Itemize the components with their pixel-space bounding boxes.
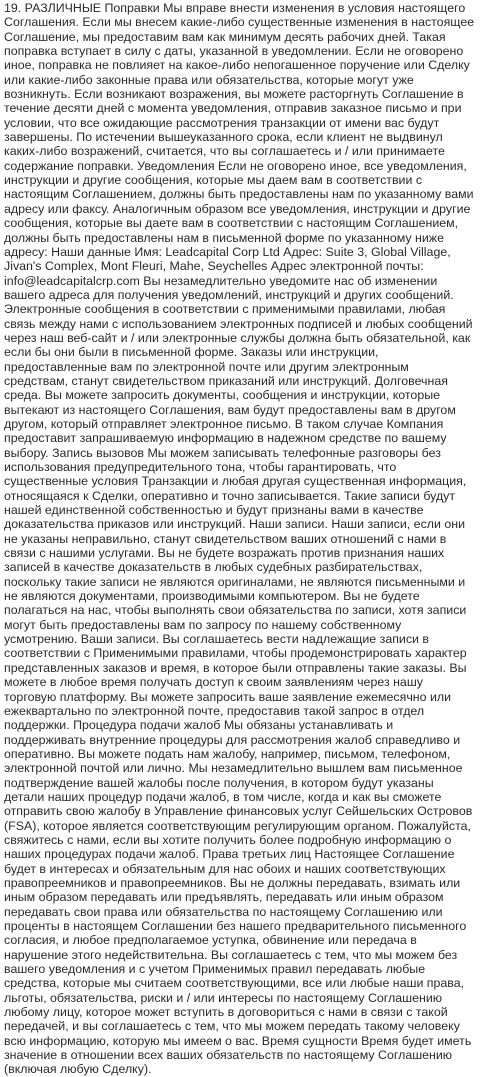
agreement-section-19-text: 19. РАЗЛИЧНЫЕ Поправки Мы вправе внести изменения в условия настоящего Соглашения. Если мы внесем какие-либо существенные изменения в настоящее Соглашение, мы предоставим вам как минимум десять рабочих дней. Такая поправка вступает в силу с даты, указанной в уведомлении. Если не оговорено иное, поправка не повлияет на какое-либо непогашенное поручение или Сделку или какие-либо законные права или обязательства, которые могут уже возникнуть. Если возникают возражения, вы можете расторгнуть Соглашение в течение десяти дней с момента уведомления, отправив заказное письмо и при условии, что все ожидающие рассмотрения транзакции от имени вас будут завершены. По истечении вышеуказанного срока, если клиент не выдвинул каких-либо возражений, считается, что вы соглашаетесь и / или принимаете содержание поправки. Уведомления Если не оговорено иное, все уведомления, инструкции и другие сообщения, которые мы даем вам в соответствии с настоящим Соглашением, должны быть предоставлены нам по указанному вами адресу или факсу. Аналогичным образом все уведомления, инструкции и другие сообщения, которые вы даете вам в соответствии с настоящим Соглашением, должны быть предоставлены нам в письменной форме по указанному ниже адресу: Наши данные Имя: Leadcapital Corp Ltd Адрес: Suite 3, Global Village, Jivan's Complex, Mont Fleuri, Mahe, Seychelles Адрес электронной почты: info@leadcapitalcrp.com Вы незамедлительно уведомите нас об изменении вашего адреса для получения уведомлений, инструкций и других сообщений. Электронные сообщения в соответствии с применимыми правилами, любая связь между нами с использованием электронных подписей и любых сообщений через наш веб-сайт и / или электронные службы должна быть обязательной, как если бы они были в письменной форме. Заказы или инструкции, предоставленные вам по электронной почте или другим электронным средствам, станут свидетельством приказаний или инструкций. Долговечная среда. Вы можете запросить документы, сообщения и инструкции, которые вытекают из настоящего Соглашения, вам будут предоставлены вам в другом другом, который отправляет электронное письмо. В таком случае Компания предоставит запрашиваемую информацию в надежном средстве по вашему выбору. Запись вызовов Мы можем записывать телефонные разговоры без использования предупредительного тона, чтобы гарантировать, что существенные условия Транзакции и любая другая существенная информация, относящаяся к Сделки, оперативно и точно записывается. Такие записи будут нашей единственной собственностью и будут признаны вами в качестве доказательства приказов или инструкций. Наши записи. Наши записи, если они не указаны неправильно, станут свидетельством ваших отношений с нами в связи с нашими услугами. Вы не будете возражать против признания наших записей в качестве доказательств в любых судебных разбирательствах, поскольку такие записи не являются оригиналами, не являются письменными и не являются документами, производимыми компьютером. Вы не будете полагаться на нас, чтобы выполнять свои обязательства по записи, хотя записи могут быть предоставлены вам по запросу по нашему собственному усмотрению. Ваши записи. Вы соглашаетесь вести надлежащие записи в соответствии с Применимыми правилами, чтобы продемонстрировать характер представленных заказов и время, в которое были отправлены такие заказы. Вы можете в любое время получать доступ к своим заявлениям через нашу торговую платформу. Вы можете запросить ваше заявление ежемесячно или ежеквартально по электронной почте, предоставив такой запрос в отдел поддержки. Процедура подачи жалоб Мы обязаны устанавливать и поддерживать внутренние процедуры для рассмотрения жалоб справедливо и оперативно. Вы можете подать нам жалобу, например, письмом, телефоном, электронной почтой или лично. Мы незамедлительно вышлем вам письменное подтверждение вашей жалобы после получения, в котором будут указаны детали наших процедур подачи жалоб, в том числе, когда и как вы сможете отправить свою жалобу в Управление финансовых услуг Сейшельских Островов (FSA), которое является соответствующим регулирующим органом. Пожалуйста, свяжитесь с нами, если вы хотите получить более подробную информацию о наших процедурах подачи жалоб. Права третьих лиц Настоящее Соглашение будет в интересах и обязательным для нас обоих и наших соответствующих правопреемников и правопреемников. Вы не должны передавать, взимать или иным образом передавать или предъявлять, передавать или иным образом передавать свои права или обязательства по настоящему Соглашению или проценты в настоящем Соглашении без нашего предварительного письменного согласия, и любое предполагаемое уступка, обвинение или передача в нарушение этого недействительна. Вы соглашаетесь с тем, что мы можем без вашего уведомления и с учетом Применимых правил передавать любые средства, которые мы считаем соответствующими, все или любые наши права, льготы, обязательства, риски и / или интересы по настоящему Соглашению любому лицу, которое может вступить в договориться с нами в связи с такой передачей, и вы соглашаетесь с тем, что мы можем передать такому человеку всю информацию, которую мы имеем о вас. Время сущности Время будет иметь значение в отношении всех ваших обязательств по настоящему Соглашению (включая любую Сделку). (4, 1, 475, 1077)
